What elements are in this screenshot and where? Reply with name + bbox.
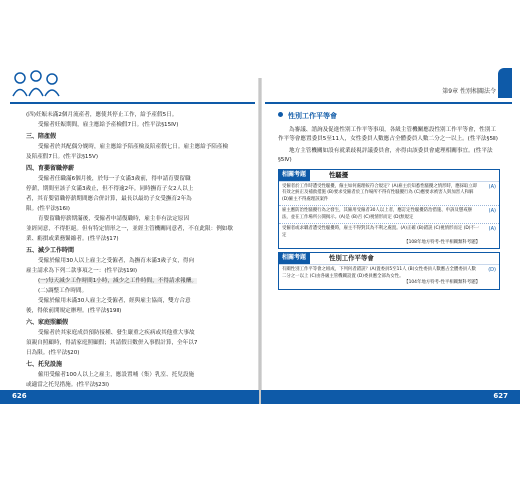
- answer-label: (A): [488, 226, 496, 233]
- book-gutter: [258, 78, 262, 404]
- paragraph: 為審議、諮詢及促進性別工作平等事項，各級主管機關應設性別工作平等會，性別工作平等會應置委員5至11人，女性委員人數應占全體委員人數二分之一以上。(性平法§5Ⅱ): [278, 126, 498, 142]
- right-page-header: [265, 76, 512, 104]
- section-heading: 六、家庭照顧假: [26, 319, 69, 326]
- text-line: (四)妊娠未滿2個月流產者，應使其停止工作，給予產假5日。: [26, 112, 178, 118]
- left-page-body: [26, 110, 251, 390]
- text-line: 後，得依前開規定辦理。(性平法§19Ⅱ): [26, 308, 122, 314]
- question-item: [279, 224, 499, 248]
- question-source: 【108年地方特考-性平相關類科考題】: [404, 239, 480, 245]
- box-header: [279, 170, 499, 182]
- text-line: 停薪，期間至該子女滿3歲止，但不得逾2年。同時撫育子女2人以上: [26, 186, 194, 192]
- section-heading: 性別工作平等會: [278, 112, 500, 122]
- text-line: 者，其育嬰留職停薪期間應合併計算，最長以最幼子女受撫育2年為: [26, 196, 192, 202]
- question-text: 雇主應防治性騷擾行為之發生，其僱用受僱者30人以上者，應訂定性騷擾防治措施、申訴及懲戒辦法，並在工作場所公開揭示。(A)是 (B)否 (C)視情形而定 (D)無規定: [282, 208, 472, 220]
- text-line: 受僱於僱用未滿30人雇主之受僱者，經與雇主協商，雙方合意: [38, 298, 191, 304]
- box-title: 性騷擾: [329, 170, 349, 179]
- text-line: 並經同意，不得拒絕。但有特定情形之一，並經主管機關同意者，不在此限：例如歇: [26, 226, 233, 232]
- right-page-body: [278, 112, 500, 290]
- question-item: [279, 265, 499, 289]
- box-header: [279, 253, 499, 265]
- section-heading: 五、減少工作時間: [26, 247, 75, 254]
- box-title: 性別工作平等會: [329, 254, 374, 263]
- header-tab-decoration: [498, 68, 512, 98]
- left-page-header: [10, 76, 255, 104]
- right-footer-bar: [261, 390, 520, 404]
- answer-label: (A): [488, 183, 496, 190]
- box-tag: 相關考題: [278, 252, 310, 264]
- text-line: (一)每天減少工作時間1小時，減少之工作時間，不得請求報酬。: [38, 278, 197, 284]
- question-text: 受僱者或求職者遭受性騷擾時，雇主不得對其為不利之處置。(A)正確 (B)錯誤 (C)視情形而定 (D)不一定: [282, 226, 480, 239]
- text-line: 或適當之托兒措施。(性平法§23Ⅰ): [26, 382, 110, 388]
- text-line: 受僱於僱用30人以上雇主之受僱者，為撫育未滿3歲子女，得向: [38, 258, 195, 264]
- people-illustration-icon: [10, 68, 66, 98]
- paragraph: 地方主管機關如設有就業歧視評議委員會，亦得由該委員會處理相關事宜。(性平法§5Ⅳ): [278, 147, 493, 163]
- text-line: 受僱者於其配偶分娩時，雇主應給予陪產檢及陪產假七日。雇主應給予陪產檢: [38, 144, 229, 150]
- question-text: 有關性別工作平等會之組成，下列何者錯誤？(A)置委員5至11人 (B)女性委員人數應占全體委員人數二分之一以上 (C)由各級主管機關設置 (D)委員應全部為女性。: [282, 267, 476, 279]
- text-line: 受僱者任職滿6個月後，於每一子女滿3歲前，得申請育嬰留職: [38, 176, 191, 182]
- text-line: 受僱者妊娠期間，雇主應給予產檢假7日。(性平法§15Ⅳ): [38, 122, 179, 128]
- question-item: [279, 206, 499, 224]
- answer-label: (A): [488, 208, 496, 215]
- text-line: 業、虧損或業務緊縮者。(性平法§17): [26, 236, 119, 242]
- page-number: 627: [493, 392, 508, 400]
- section-heading: 三、陪產假: [26, 133, 57, 140]
- section-heading: 四、育嬰留職停薪: [26, 165, 75, 172]
- answer-label: (D): [488, 267, 496, 274]
- text-line: 及陪產假7日。(性平法§15Ⅴ): [26, 154, 99, 160]
- text-line: 日為限。(性平法§20): [26, 350, 80, 356]
- text-line: 育嬰留職停薪期滿後，受僱者申請復職時，雇主非有法定原因: [38, 216, 190, 222]
- text-line: 雇主請求為下列二款事項之一：(性平法§19Ⅰ): [26, 268, 138, 274]
- question-source: 【104年地方特考-性平相關類科考題】: [404, 280, 480, 286]
- chapter-title: 第9章 性別相關法令: [442, 88, 496, 95]
- question-text: 受僱者於工作時遭受性騷擾，僱主如何處理較符合規定？(A)雇主於知悉性騷擾之情形時，應採取立即有效之糾正及補救措施 (B)要求受僱者於工作場所不得有性騷擾行為 (C)應要求被害人與加害人和解 (D)僱主不得處理該案件: [282, 183, 478, 202]
- left-footer-bar: [0, 390, 259, 404]
- bullet-icon: [278, 112, 283, 117]
- text-line: 須親自照顧時，得請家庭照顧假；其請假日數併入事假計算，全年以7: [26, 340, 198, 346]
- box-tag: 相關考題: [278, 169, 310, 181]
- text-line: 限。(性平法§16Ⅰ): [26, 206, 70, 212]
- section-heading: 七、托兒設施: [26, 361, 63, 368]
- text-line: 僱用受僱者100人以上之雇主，應設置哺（集）乳室、托兒設施: [38, 372, 195, 378]
- text-line: (二)調整工作時間。: [38, 288, 88, 294]
- page-number: 626: [12, 392, 27, 400]
- text-line: 受僱者於其家庭成員預防接種、發生嚴重之疾病或其他重大事故: [38, 330, 195, 336]
- related-questions-box: [278, 169, 500, 250]
- related-questions-box: [278, 252, 500, 290]
- question-item: [279, 182, 499, 207]
